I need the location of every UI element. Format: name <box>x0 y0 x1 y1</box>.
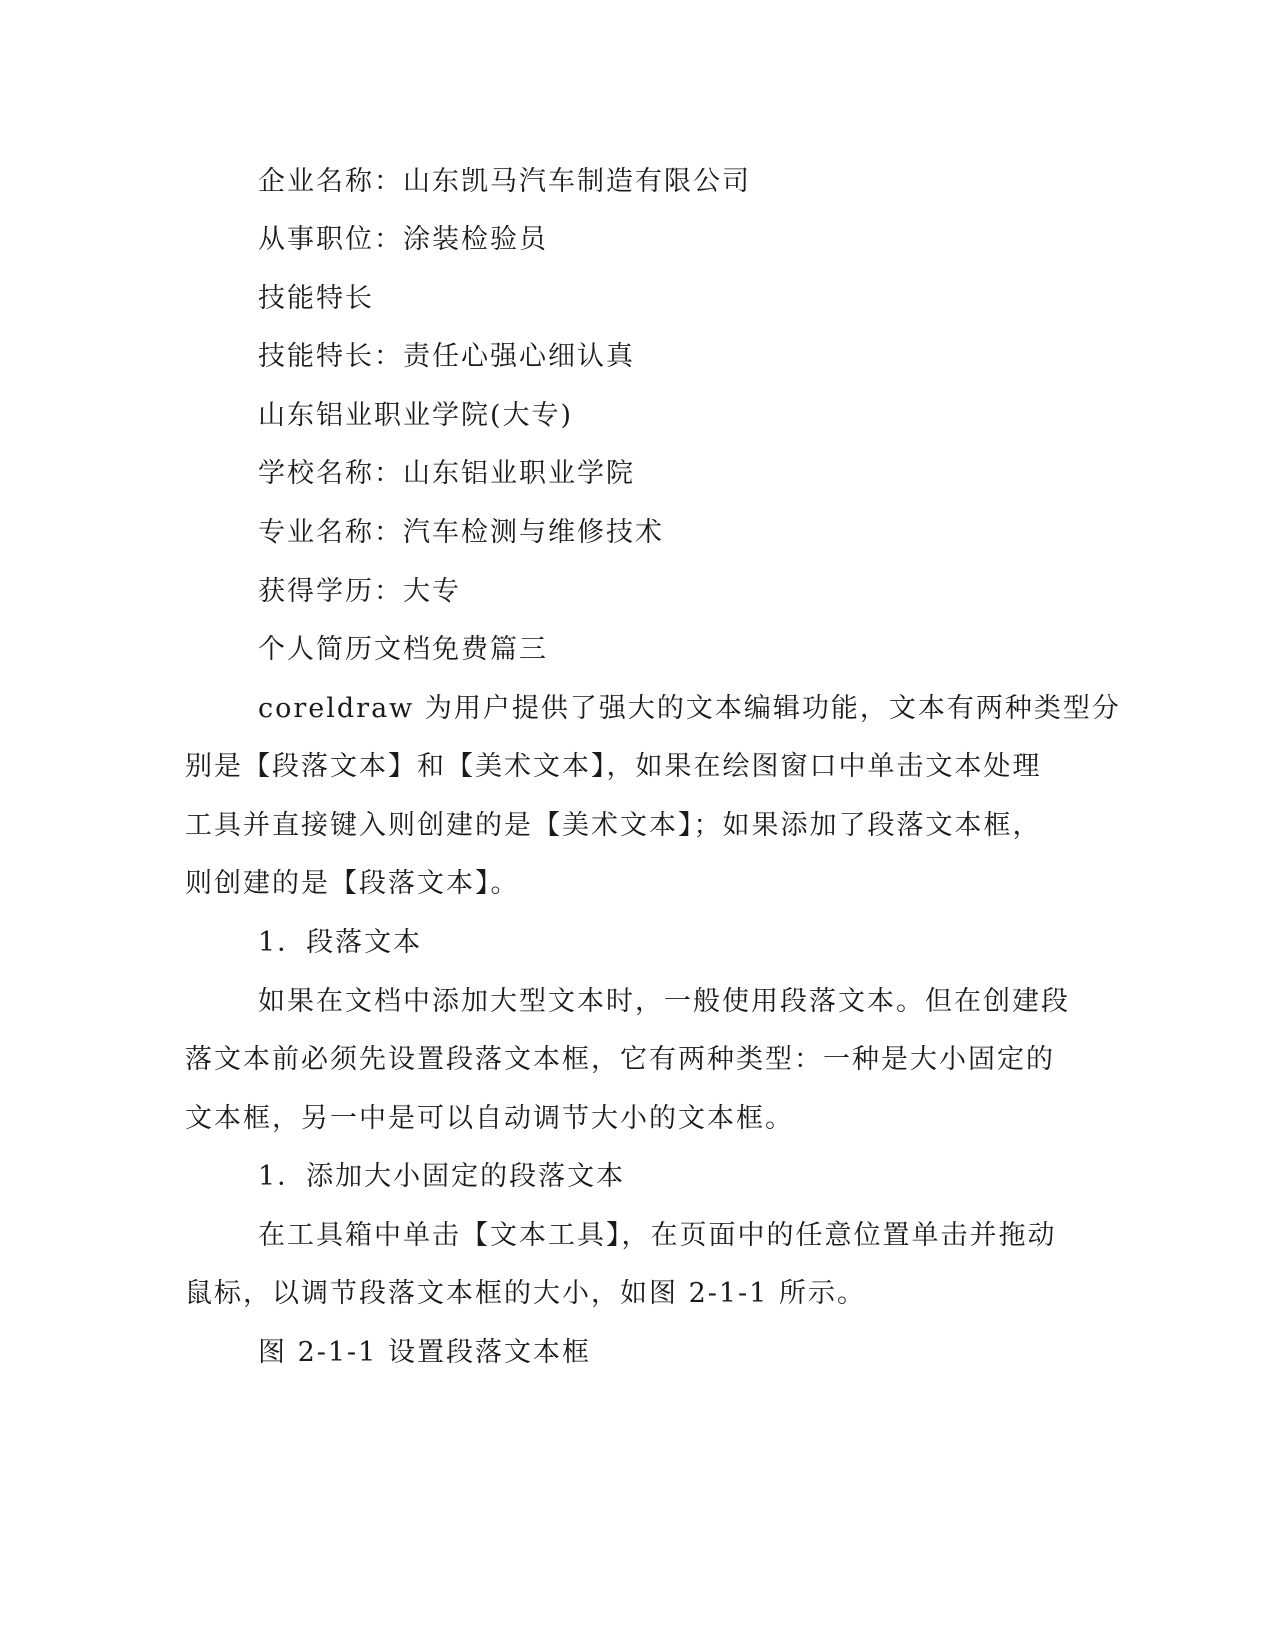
job-position-line: 从事职位：涂装检验员 <box>258 224 548 255</box>
paragraph-line: 鼠标，以调节段落文本框的大小，如图 2-1-1 所示。 <box>185 1278 866 1309</box>
paragraph-line: 别是【段落文本】和【美术文本】，如果在绘图窗口中单击文本处理 <box>185 751 1042 782</box>
paragraph-line: 落文本前必须先设置段落文本框，它有两种类型：一种是大小固定的 <box>185 1044 1055 1075</box>
subheading-fixed-size-text: 1．添加大小固定的段落文本 <box>258 1161 626 1192</box>
paragraph-line: 则创建的是【段落文本】。 <box>185 868 520 899</box>
paragraph-line: 在工具箱中单击【文本工具】，在页面中的任意位置单击并拖动 <box>258 1220 1057 1251</box>
skills-heading: 技能特长 <box>258 283 374 314</box>
major-line: 专业名称：汽车检测与维修技术 <box>258 517 664 548</box>
subheading-paragraph-text: 1．段落文本 <box>258 927 423 958</box>
paragraph-line: 如果在文档中添加大型文本时，一般使用段落文本。但在创建段 <box>258 986 1070 1017</box>
school-name-line: 学校名称：山东铝业职业学院 <box>258 458 635 489</box>
section-title: 个人简历文档免费篇三 <box>258 634 548 665</box>
school-heading: 山东铝业职业学院(大专) <box>258 400 574 431</box>
degree-line: 获得学历：大专 <box>258 576 461 607</box>
skills-line: 技能特长：责任心强心细认真 <box>258 341 635 372</box>
company-name-line: 企业名称：山东凯马汽车制造有限公司 <box>258 166 751 197</box>
paragraph-line: 文本框，另一中是可以自动调节大小的文本框。 <box>185 1103 794 1134</box>
paragraph-line: coreldraw 为用户提供了强大的文本编辑功能，文本有两种类型分 <box>258 693 1121 724</box>
figure-caption: 图 2-1-1 设置段落文本框 <box>258 1337 591 1368</box>
paragraph-line: 工具并直接键入则创建的是【美术文本】；如果添加了段落文本框， <box>185 810 1042 841</box>
